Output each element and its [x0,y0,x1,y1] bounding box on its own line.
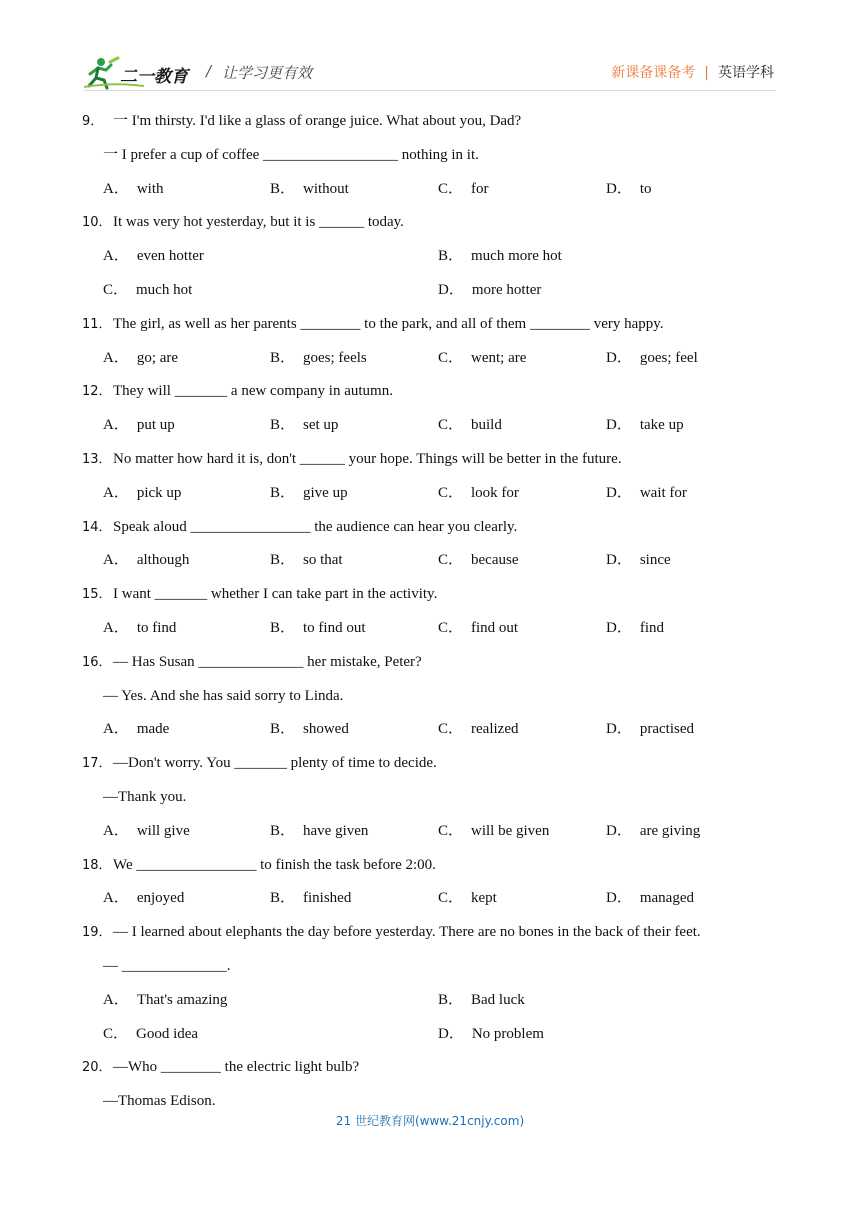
option-letter: B． [270,620,296,636]
option-letter: B． [270,349,296,366]
option-text: managed [639,890,694,907]
option-text: wait for [639,484,687,501]
option-letter: C． [438,417,464,434]
option-text: build [471,417,502,434]
dialogue-line: —Thomas Edison. [103,1093,216,1110]
option-text: Good idea [136,1025,199,1042]
option-letter: A． [103,484,129,501]
option-letter: A． [103,180,129,197]
option [438,280,541,300]
option [438,888,497,908]
option [103,550,189,570]
option-text: goes; feel [639,349,698,366]
option-letter: C． [438,180,464,197]
option-letter: C． [438,484,464,501]
option-letter: B． [270,822,296,839]
option-text: to find out [303,620,366,636]
option [438,246,562,266]
option-text: That's amazing [136,991,228,1008]
option [438,990,525,1010]
option-text: practised [639,721,694,738]
option [438,483,519,503]
option [103,280,192,300]
option [606,821,700,841]
question-stem: 一 I'm thirsty. I'd like a glass of orange juice. What about you, Dad? [113,113,522,129]
option [270,348,367,368]
option-text: finished [303,890,352,907]
question-stem: It was very hot yesterday, but it is ______ today. [113,214,404,231]
option [438,179,489,199]
header-divider: | [704,65,709,81]
option-text: No problem [471,1025,544,1042]
header-divider-line [84,90,776,91]
option [103,483,181,503]
option [606,550,671,570]
option [103,1024,198,1044]
option-text: will be given [471,822,550,839]
option-text: look for [471,484,519,501]
option [103,415,175,435]
option [438,348,526,368]
dialogue-line: — ______________. [103,958,231,974]
option-text: give up [303,484,348,501]
option [103,179,164,199]
question-number: 16． [82,654,112,670]
question-stem: —Who ________ the electric light bulb? [113,1059,360,1076]
option-letter: A． [103,349,129,366]
option-letter: A． [103,620,129,636]
question-number: 15． [82,587,112,603]
option-letter: C． [103,282,129,298]
option-text: for [471,180,489,197]
option [103,821,190,841]
option-letter: A． [103,890,129,907]
page-header [0,0,860,100]
option-letter: D． [606,349,632,366]
question-number: 10． [82,215,112,231]
option [103,990,227,1010]
option-letter: C． [438,890,464,907]
question-stem: The girl, as well as her parents ________ to the park, and all of them ________ very happy. [113,315,664,332]
option [270,179,349,199]
option-letter: D． [606,890,632,907]
question-number: 11． [82,316,112,332]
option-text: since [639,552,671,569]
question-stem: —Don't worry. You _______ plenty of time to decide. [113,755,437,772]
option [438,1024,544,1044]
option [270,888,351,908]
logo-text: 二一教育 [120,67,188,87]
option [438,719,518,739]
option [270,483,348,503]
option-letter: D． [606,620,632,636]
option-text: even hotter [136,248,204,265]
question-number: 19． [82,925,112,941]
option [103,719,169,739]
option-letter: D． [606,180,632,197]
option-letter: C． [438,721,464,738]
option-text: showed [303,721,349,738]
option-text: will give [136,822,190,839]
option-text: to find [136,620,177,636]
option-text: find [639,620,665,636]
option-letter: C． [103,1025,129,1042]
option [606,618,664,638]
option-text: have given [303,822,369,839]
option-text: realized [471,721,519,738]
option [103,618,176,638]
option-text: go; are [136,349,179,366]
option [270,821,368,841]
option-letter: D． [606,552,632,569]
option-letter: D． [606,721,632,738]
option [270,719,349,739]
option-letter: D． [438,1025,464,1042]
option-text: are giving [639,822,701,839]
option-text: with [136,180,164,197]
option-letter: B． [270,484,296,501]
header-tagline: 新课备课备考 [611,65,696,81]
option-text: although [136,552,190,569]
option [103,888,184,908]
option-letter: B． [270,417,296,434]
option-text: goes; feels [303,349,367,366]
question-number: 17． [82,756,112,772]
option-letter: D． [606,417,632,434]
option-letter: A． [103,417,129,434]
option-text: take up [639,417,684,434]
option-text: made [136,721,170,738]
option-letter: A． [103,552,129,569]
option-text: much hot [136,282,193,298]
question-stem: No matter how hard it is, don't ______ your hope. Things will be better in the future. [113,451,622,467]
option [606,415,684,435]
option [270,618,366,638]
option-letter: B． [438,248,464,265]
option [438,618,518,638]
dialogue-line: —Thank you. [103,789,187,805]
option [606,719,694,739]
option-letter: C． [438,822,464,839]
question-number: 12． [82,384,112,400]
option-text: much more hot [471,248,562,265]
option-letter: C． [438,620,464,636]
question-stem: They will _______ a new company in autumn. [113,383,393,400]
option-text: more hotter [471,282,542,298]
dialogue-line: — Yes. And she has said sorry to Linda. [103,687,344,704]
option-text: enjoyed [136,890,185,907]
option [438,550,518,570]
option-text: went; are [471,349,527,366]
option-text: find out [471,620,519,636]
option-text: without [303,180,349,197]
option [438,415,502,435]
footer: 21 世纪教育网(www.21cnjy.com) [335,1114,525,1128]
option-letter: B． [270,721,296,738]
option-letter: B． [270,180,296,197]
option [606,348,698,368]
option-letter: D． [606,484,632,501]
option-text: put up [136,417,175,434]
option [270,415,338,435]
option [606,179,652,199]
option [103,348,178,368]
option-text: so that [303,552,343,569]
option-letter: D． [606,822,632,839]
option-letter: A． [103,248,129,265]
option-letter: C． [438,349,464,366]
slogan-separator: / [206,62,212,80]
option [606,888,694,908]
dialogue-line: 一 I prefer a cup of coffee __________________ nothing in it. [103,146,479,163]
option [103,246,204,266]
option-text: because [471,552,519,569]
subject-label: 英语学科 [718,65,774,81]
option-text: set up [303,417,339,434]
question-number: 13． [82,452,112,467]
option-letter: D． [438,282,464,298]
question-stem: — I learned about elephants the day before yesterday. There are no bones in the back of their feet. [113,924,701,941]
option-text: kept [471,890,497,907]
option-letter: B． [270,552,296,569]
option-text: Bad luck [471,991,525,1008]
option-letter: B． [270,890,296,907]
option-letter: A． [103,822,129,839]
option-text: to [639,180,652,197]
option-letter: C． [438,552,464,569]
question-stem: I want _______ whether I can take part in the activity. [113,586,438,603]
option [438,821,549,841]
question-stem: Speak aloud ________________ the audience can hear you clearly. [113,518,518,535]
question-number: 18． [82,857,112,873]
question-stem: We ________________ to finish the task before 2:00. [113,856,436,873]
slogan: 让学习更有效 [222,64,313,82]
option-letter: A． [103,991,129,1008]
option [606,483,687,503]
option-letter: B． [438,991,464,1008]
option [270,550,343,570]
question-number: 14． [82,519,112,535]
option-text: pick up [136,484,182,501]
question-number: 20． [82,1060,112,1076]
option-letter: A． [103,721,129,738]
header-right [611,62,774,82]
question-number: 9． [82,114,104,129]
question-stem: — Has Susan ______________ her mistake, Peter? [113,653,422,670]
